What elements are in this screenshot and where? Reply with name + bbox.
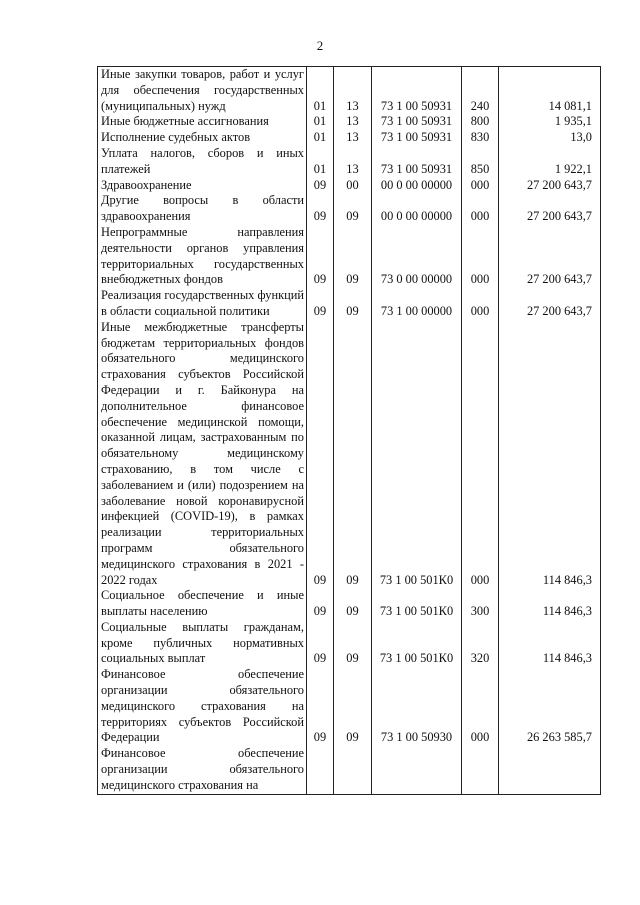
subsection-code-cell: 09 bbox=[334, 588, 372, 620]
table-row bbox=[98, 225, 601, 288]
expense-type-cell: 000 bbox=[462, 178, 499, 194]
expense-type-cell: 000 bbox=[462, 288, 499, 320]
expense-type-cell: 320 bbox=[462, 620, 499, 667]
table-row bbox=[98, 667, 601, 746]
section-code-cell: 09 bbox=[307, 588, 334, 620]
subsection-code-cell: 09 bbox=[334, 620, 372, 667]
row-name-cell: Социальное обеспечение и иные выплаты населению bbox=[98, 588, 307, 620]
subsection-code-cell bbox=[334, 746, 372, 794]
subsection-code-cell: 13 bbox=[334, 130, 372, 146]
subsection-code-cell: 09 bbox=[334, 193, 372, 225]
target-article-cell: 73 1 00 00000 bbox=[372, 288, 462, 320]
target-article-cell: 73 1 00 50930 bbox=[372, 667, 462, 746]
subsection-code-cell: 09 bbox=[334, 288, 372, 320]
table-body bbox=[98, 67, 601, 795]
section-code-cell: 01 bbox=[307, 130, 334, 146]
row-name-cell: Финансовое обеспечение организации обязательного медицинского страхования на территориях субъектов Российской Федерации bbox=[98, 667, 307, 746]
expense-type-cell: 800 bbox=[462, 114, 499, 130]
budget-table bbox=[97, 66, 601, 795]
target-article-cell: 73 1 00 50931 bbox=[372, 67, 462, 115]
expense-type-cell bbox=[462, 746, 499, 794]
section-code-cell: 09 bbox=[307, 667, 334, 746]
section-code-cell: 09 bbox=[307, 225, 334, 288]
amount-cell: 14 081,1 bbox=[499, 67, 601, 115]
expense-type-cell: 000 bbox=[462, 225, 499, 288]
subsection-code-cell: 00 bbox=[334, 178, 372, 194]
amount-cell: 1 935,1 bbox=[499, 114, 601, 130]
row-name-cell: Уплата налогов, сборов и иных платежей bbox=[98, 146, 307, 178]
table-row bbox=[98, 130, 601, 146]
target-article-cell: 73 0 00 00000 bbox=[372, 225, 462, 288]
table-row bbox=[98, 146, 601, 178]
expense-type-cell: 000 bbox=[462, 667, 499, 746]
amount-cell bbox=[499, 746, 601, 794]
row-name-cell: Исполнение судебных актов bbox=[98, 130, 307, 146]
target-article-cell: 00 0 00 00000 bbox=[372, 193, 462, 225]
section-code-cell: 09 bbox=[307, 620, 334, 667]
row-name-cell: Социальные выплаты гражданам, кроме публичных нормативных социальных выплат bbox=[98, 620, 307, 667]
target-article-cell: 73 1 00 50931 bbox=[372, 114, 462, 130]
page-number: 2 bbox=[316, 38, 324, 53]
table-row bbox=[98, 288, 601, 320]
section-code-cell: 09 bbox=[307, 193, 334, 225]
amount-cell: 26 263 585,7 bbox=[499, 667, 601, 746]
subsection-code-cell: 13 bbox=[334, 67, 372, 115]
row-name-cell: Другие вопросы в области здравоохранения bbox=[98, 193, 307, 225]
section-code-cell: 01 bbox=[307, 146, 334, 178]
amount-cell: 114 846,3 bbox=[499, 620, 601, 667]
row-name-cell: Финансовое обеспечение организации обязательного медицинского страхования на bbox=[98, 746, 307, 794]
row-name-cell: Непрограммные направления деятельности органов управления территориальных государственных внебюджетных фондов bbox=[98, 225, 307, 288]
table-row bbox=[98, 67, 601, 115]
table-row bbox=[98, 114, 601, 130]
expense-type-cell: 240 bbox=[462, 67, 499, 115]
expense-type-cell: 000 bbox=[462, 320, 499, 589]
expense-type-cell: 830 bbox=[462, 130, 499, 146]
row-name-cell: Иные закупки товаров, работ и услуг для обеспечения государственных (муниципальных) нужд bbox=[98, 67, 307, 115]
row-name-cell: Иные бюджетные ассигнования bbox=[98, 114, 307, 130]
amount-cell: 27 200 643,7 bbox=[499, 193, 601, 225]
table-row bbox=[98, 620, 601, 667]
target-article-cell: 73 1 00 501К0 bbox=[372, 320, 462, 589]
target-article-cell: 00 0 00 00000 bbox=[372, 178, 462, 194]
amount-cell: 114 846,3 bbox=[499, 588, 601, 620]
target-article-cell: 73 1 00 50931 bbox=[372, 130, 462, 146]
amount-cell: 27 200 643,7 bbox=[499, 225, 601, 288]
table-row bbox=[98, 746, 601, 794]
table-row bbox=[98, 320, 601, 589]
section-code-cell: 09 bbox=[307, 288, 334, 320]
subsection-code-cell: 13 bbox=[334, 146, 372, 178]
subsection-code-cell: 09 bbox=[334, 320, 372, 589]
expense-type-cell: 000 bbox=[462, 193, 499, 225]
amount-cell: 27 200 643,7 bbox=[499, 178, 601, 194]
subsection-code-cell: 09 bbox=[334, 667, 372, 746]
section-code-cell: 09 bbox=[307, 178, 334, 194]
subsection-code-cell: 09 bbox=[334, 225, 372, 288]
row-name-cell: Здравоохранение bbox=[98, 178, 307, 194]
section-code-cell bbox=[307, 746, 334, 794]
table-row bbox=[98, 588, 601, 620]
amount-cell: 27 200 643,7 bbox=[499, 288, 601, 320]
row-name-cell: Иные межбюджетные трансферты бюджетам территориальных фондов обязательного медицинского страхования субъектов Российской Федерации и г. Байконура на дополнительное финансовое обеспечение медицинской помощи, оказанной лицам, застрахованным по обязательному медицинскому страхованию, в том числе с заболеванием и (или) подозрением на заболевание новой коронавирусной инфекцией (COVID-19), в рамках реализации территориальных программ обязательного медицинского страхования в 2021 - 2022 годах bbox=[98, 320, 307, 589]
table-row bbox=[98, 178, 601, 194]
expense-type-cell: 850 bbox=[462, 146, 499, 178]
target-article-cell bbox=[372, 746, 462, 794]
expense-type-cell: 300 bbox=[462, 588, 499, 620]
section-code-cell: 09 bbox=[307, 320, 334, 589]
row-name-cell: Реализация государственных функций в области социальной политики bbox=[98, 288, 307, 320]
amount-cell: 13,0 bbox=[499, 130, 601, 146]
target-article-cell: 73 1 00 501К0 bbox=[372, 620, 462, 667]
subsection-code-cell: 13 bbox=[334, 114, 372, 130]
amount-cell: 1 922,1 bbox=[499, 146, 601, 178]
amount-cell: 114 846,3 bbox=[499, 320, 601, 589]
section-code-cell: 01 bbox=[307, 67, 334, 115]
section-code-cell: 01 bbox=[307, 114, 334, 130]
target-article-cell: 73 1 00 50931 bbox=[372, 146, 462, 178]
table-row bbox=[98, 193, 601, 225]
target-article-cell: 73 1 00 501К0 bbox=[372, 588, 462, 620]
